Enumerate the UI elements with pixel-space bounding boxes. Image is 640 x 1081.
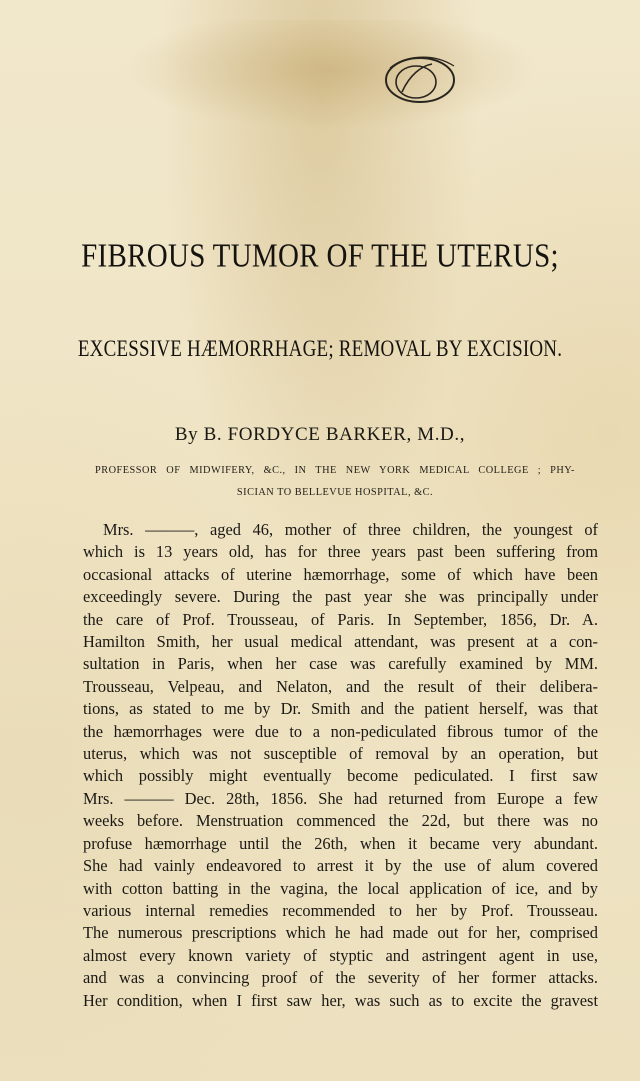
credentials-line: SICIAN TO BELLEVUE HOSPITAL, &C. bbox=[236, 487, 434, 498]
body-line: which possibly might eventually become pediculated. I first saw bbox=[83, 766, 598, 786]
body-line: The numerous prescriptions which he had made out for her, comprised bbox=[83, 923, 598, 943]
body-line: occasional attacks of uterine hæmorrhage, some of which have been bbox=[83, 564, 598, 584]
body-line: profuse hæmorrhage until the 26th, when it became very abundant. bbox=[83, 833, 598, 853]
body-line: Mrs. ———, aged 46, mother of three children, the youngest of bbox=[103, 520, 598, 539]
body-line: uterus, which was not susceptible of removal by an operation, but bbox=[83, 744, 598, 764]
library-stamp-icon bbox=[380, 48, 464, 108]
body-line: which is 13 years old, has for three years past been suffering from bbox=[83, 542, 598, 562]
body-line: sultation in Paris, when her case was carefully examined by MM. bbox=[83, 654, 598, 674]
body-line: various internal remedies recommended to her by Prof. Trousseau. bbox=[83, 900, 598, 920]
author-credentials bbox=[95, 460, 575, 504]
body-line: Trousseau, Velpeau, and Nelaton, and the result of their delibera- bbox=[83, 676, 598, 696]
paper-stain bbox=[120, 20, 540, 130]
body-line: Mrs. ——— Dec. 28th, 1856. She had returned from Europe a few bbox=[83, 788, 598, 808]
credentials-line: PROFESSOR OF MIDWIFERY, &C., IN THE NEW YORK MEDICAL COLLEGE ; PHY- bbox=[95, 465, 575, 476]
body-line: weeks before. Menstruation commenced the 22d, but there was no bbox=[83, 811, 598, 831]
article-body bbox=[83, 519, 598, 1012]
body-line: She had vainly endeavored to arrest it by the use of alum covered bbox=[83, 856, 598, 876]
body-line: almost every known variety of styptic and astringent agent in use, bbox=[83, 945, 598, 965]
article-title: FIBROUS TUMOR OF THE UTERUS; bbox=[81, 237, 559, 275]
body-line: and was a convincing proof of the severity of her former attacks. bbox=[83, 968, 598, 988]
body-line: Hamilton Smith, her usual medical attendant, was present at a con- bbox=[83, 632, 598, 652]
author-byline: By B. FORDYCE BARKER, M.D., bbox=[174, 424, 466, 445]
body-line: tions, as stated to me by Dr. Smith and the patient herself, was that bbox=[83, 699, 598, 719]
body-line: the hæmorrhages were due to a non-pediculated fibrous tumor of the bbox=[83, 721, 598, 741]
body-line: the care of Prof. Trousseau, of Paris. In September, 1856, Dr. A. bbox=[83, 609, 598, 629]
body-line: exceedingly severe. During the past year she was principally under bbox=[83, 587, 598, 607]
article-subtitle: EXCESSIVE HÆMORRHAGE; REMOVAL BY EXCISION. bbox=[77, 337, 563, 363]
body-line: with cotton batting in the vagina, the local application of ice, and by bbox=[83, 878, 598, 898]
body-line: Her condition, when I first saw her, was such as to excite the gravest bbox=[83, 990, 598, 1010]
